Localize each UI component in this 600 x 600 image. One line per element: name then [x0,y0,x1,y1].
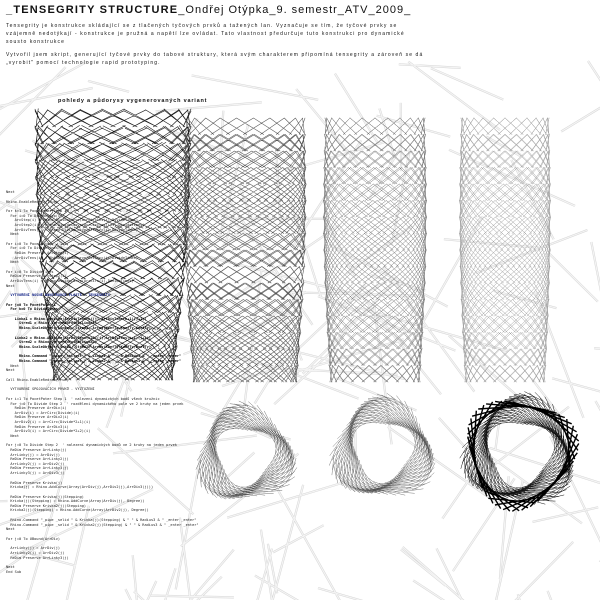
script-line: Next [6,565,15,570]
script-line: For k=0 To DivideTimes [6,307,58,312]
intro-text [6,22,426,67]
script-line: Next [6,283,15,288]
script-line: Linka1 = Rhino.AddLine(ArrDivTens(k)(j),ArrDivTens(k+1)(j+1)) [6,316,147,321]
script-line: For k=1 To PocetPater Step 1 [6,209,67,214]
script-line: For j=0 To PocetPater-1 [6,302,56,307]
script-line: Krivka2(j)(Stepping) = Rhino.AddCurve(Array(ArrDiv2(j), Degree)) [6,508,149,513]
script-line: ArrDivTens(i) = Rhino.DivideCurve(ArrCirc(i),DivideTimes) [6,278,134,283]
title-block [6,4,426,72]
script-line: Next [6,232,19,237]
script-line: ReDim Preserve ArrDiv2(i) [6,415,69,420]
page-title [6,4,426,16]
script-line: ReDim Preserve ArrLinky3(j) [6,555,69,560]
script-line: For j=0 To Divide Step 2 ' rozdělení dynamického pole ve 2 kruhy na jeden prvek [6,401,184,406]
script-line: Call Rhino.EnableRedraw(True) [6,377,69,382]
script-line: End Sub [6,569,22,574]
script-line: ArrDiv3(i) = ArrCirc(Divide*2+2)(i) [6,429,91,434]
script-line: ReDim Preserve ArrLinky3(j) [6,466,69,471]
plan-rings [329,393,435,495]
script-line: Rhino.Command "_pipe _sellast " & Linka2 & " " & Radius1 & " _enter _enter" [6,359,182,364]
script-line: ArrLinky2(j) = ArrDiv2(j) [6,551,65,556]
script-line: Next [6,433,19,438]
script-line: ArrLinky2(j) = ArrDiv2(j) [6,461,65,466]
script-line: ArrDiv(i) = ArrCirc(Divide)(i) [6,410,80,415]
script-line: ArrDivTens(i) = Rhino.DivideCurve(ArrCirc(i),DivideTimes) [6,227,138,232]
script-line: ArcStep(i) = Rhino.DivideCurve(ArrCircles(i),DivideTimes) [6,218,138,223]
intro-paragraph-2: Vytvořil jsem skript, generující tyčové prvky do tabové struktury, která svým charakterem připomíná tensegrity a zároveň se dá „vyrobit" pomocí technologie rapid prototyping. [6,52,424,66]
script-line: For j=0 To Divide Step 2 ' nalezení dynamických bodů ve 2 kruhy na jeden prvek [6,443,177,448]
script-line: ReDim Preserve ArrDiv(i) [6,406,67,411]
title-main: _TENSEGRITY STRUCTURE [6,4,179,16]
script-line: Krivka(j)(Stepping) = Rhino.AddCurve(Array(ArrDiv(j), Degree)) [6,499,145,504]
script-line: For i=0 To PocetPater [6,241,52,246]
script-code-block [6,190,226,574]
script-line: ArrDivTens(i) = Rhino.DivideCurve(ArrCirc(i),DivideTimes) [6,255,138,260]
script-line: ReDim Preserve ArcStep(i) [6,250,69,255]
script-line: Rhino.EnableRedraw(True) [6,199,58,204]
script-line: ReDim Preserve ArrDiv3(i) [6,424,69,429]
script-line: ReDim Preserve Krivka(j) [6,480,63,485]
script-line: Next [6,368,15,373]
plan-view-2 [329,393,435,495]
script-line: Rhino.Command "_pipe _selid " & Krivka2(j)(Stepping) & " " & Radius3 & " _enter _enter" [6,522,199,527]
script-line: Rhino.ScaleObject Linka2, Stred2, Array(KoefTy,KoefTy,KoefTy) [6,344,151,349]
script-line: Rhino.Command "_pipe _selid " & Krivka(j)(Stepping) & " " & Radius3 & " _enter _enter" [6,518,197,523]
script-line: ReDim Preserve ArrLinky2(j) [6,457,69,462]
script-line: Linka2 = Rhino.AddLine(ArrDivTens(k+2)(j),ArrDivTens(k+1)(j+1)) [6,335,151,340]
script-line: ArrLinky(j) = ArrDiv(j) [6,546,61,551]
script-line: For i=0 To DivideTimes-1 [6,246,63,251]
script-line: ArrDiv2(i) = ArrCirc(Divide*2+1)(i) [6,419,91,424]
script-line: Rhino.Command "_pipe _sellast " & Linka1 & " " & Radius1 & " _enter _enter" [6,354,182,359]
script-line: ReDim Preserve Krivka(j)(Stepping) [6,494,84,499]
script-line: ArrLinky(j) = ArrDiv(j) [6,452,61,457]
script-line: VYTVOŘENÍ NOSNÉ KONSTRUKCE PLÁŠTĚ - TENSEGRITY [6,293,110,298]
script-line: For j=0 To UBound(ArrDiv) [6,536,61,541]
script-line: Rhino.ScaleObject Linka1, Stred1, Array(KoefTy,KoefTy,KoefTy) [6,326,151,331]
intro-paragraph-1: Tensegrity je konstrukce skládající se z tlačených tyčových prvků a tažených lan. Vyznačuje se tím, že tyčové prvky se vzájemně nedotýkají - konstrukce je pružná a napětí lze ovládat. Tato vlastnost předurčuje tuto konstrukci pro dynamické sousto konstrukce [6,23,405,45]
script-line: Stred1 = Rhino.CurveMidPoint(Linka1) [6,321,97,326]
section-label: pohledy a půdorysy vygenerovaných variant [58,98,208,104]
script-line: Next [6,363,19,368]
script-line: ReDim Preserve ArrLinky(j) [6,447,67,452]
script-line: For i=0 To DivideStep(i) [6,213,63,218]
script-line: Next [6,190,15,194]
script-line: For i=1 To PocetPater Step 1 ' nalezení dynamických bodů všech kružnic [6,397,160,401]
script-line: ArrLinky3(j) = ArrDiv3(j) [6,470,65,475]
script-line: Krivka(j) = Rhino.AddCurve(Array(ArrDiv(j),ArrDiv2(j),ArrDiv3(j))) [6,485,154,490]
script-line: ReDim Preserve Krivka2(j)(Stepping) [6,503,87,508]
script-line: Next [6,260,19,265]
script-line: ArcStep2(i) = Rhino.DivideCurve(ArrCircles(i+1),DivideTimes) [6,222,145,227]
script-line: VYTVOŘENÍ SPOJOVACÍCH PRVKŮ - VÝZTUŽENÍ [6,387,95,392]
script-line: Next [6,527,15,532]
script-line: ReDim Preserve ArcStep2(i) [6,274,67,279]
script-line: Stred2 = Rhino.CurveMidPoint(Linka2) [6,340,97,345]
title-author: _Ondřej Otýpka_9. semestr_ATV_2009_ [178,4,412,16]
script-line: For i=0 To DivideTimes [6,269,54,274]
plan-view-3 [460,392,579,512]
